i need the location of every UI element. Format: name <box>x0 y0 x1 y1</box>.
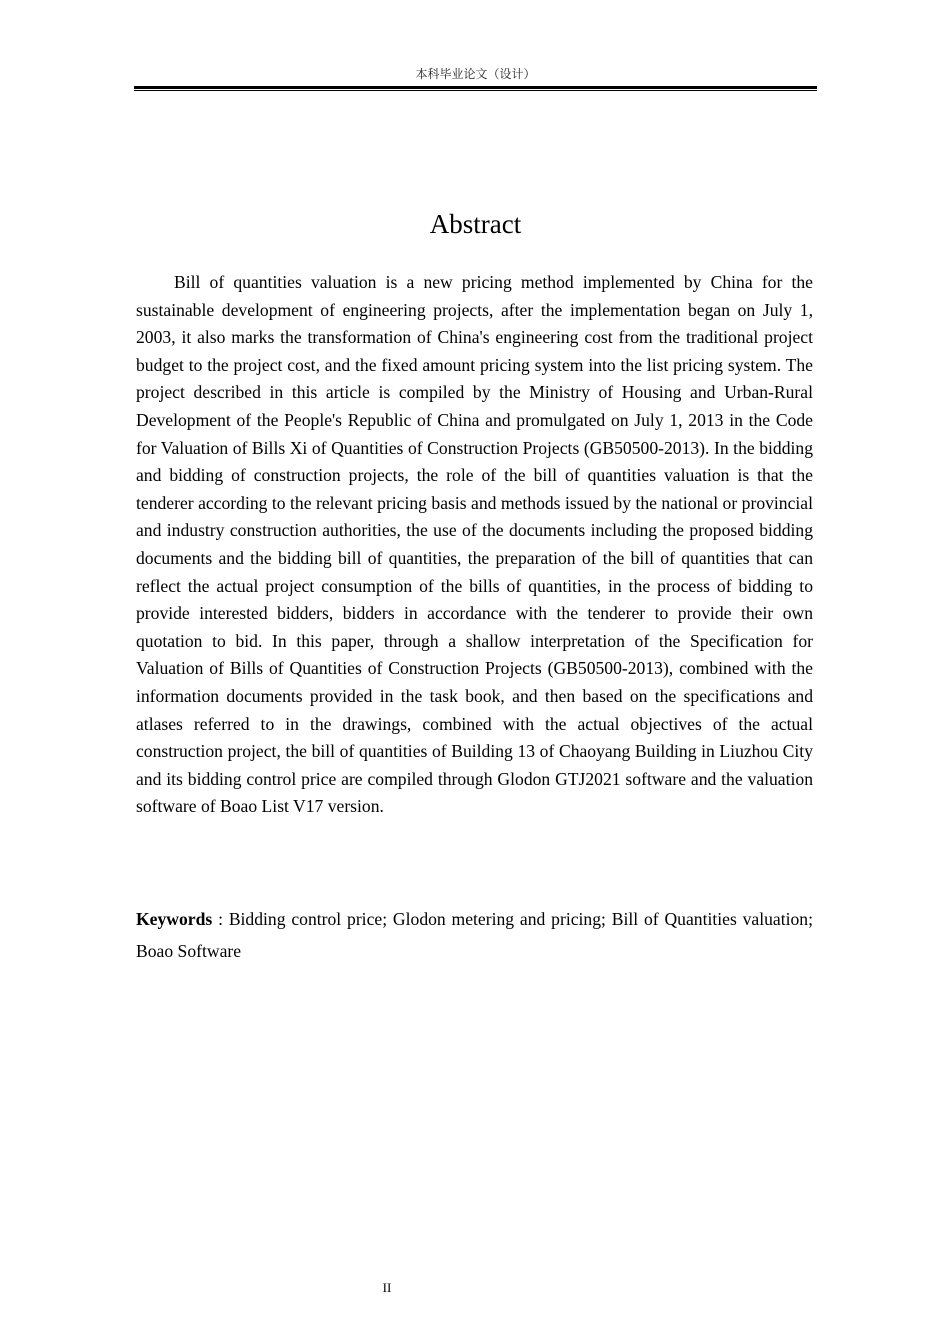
header-rule-thin <box>134 90 817 91</box>
running-header: 本科毕业论文（设计） <box>415 67 536 81</box>
keywords-separator: : <box>212 909 229 929</box>
abstract-body: Bill of quantities valuation is a new pricing method implemented by China for the sustainable development of engineering projects, after the implementation began on July 1, 2003, it also marks the transformation of China's engineering cost from the traditional project budget to the project cost, and the fixed amount pricing system into the list pricing system. The project described in this article is compiled by the Ministry of Housing and Urban-Rural Development of the People's Republic of China and promulgated on July 1, 2013 in the Code for Valuation of Bills Xi of Quantities of Construction Projects (GB50500-2013). In the bidding and bidding of construction projects, the role of the bill of quantities valuation is that the tenderer according to the relevant pricing basis and methods issued by the national or provincial and industry construction authorities, the use of the documents including the proposed bidding documents and the bidding bill of quantities, the preparation of the bill of quantities that can reflect the actual project consumption of the bills of quantities, in the process of bidding to provide interested bidders, bidders in accordance with the tenderer to provide their own quotation to bid. In this paper, through a shallow interpretation of the Specification for Valuation of Bills of Quantities of Construction Projects (GB50500-2013), combined with the information documents provided in the task book, and then based on the specifications and atlases referred to in the drawings, combined with the actual objectives of the actual construction project, the bill of quantities of Building 13 of Chaoyang Building in Liuzhou City and its bidding control price are compiled through Glodon GTJ2021 software and the valuation software of Boao List V17 version. <box>136 272 813 817</box>
keywords-text: Bidding control price; Glodon metering and pricing; Bill of Quantities valuation; Boao Software <box>136 909 813 961</box>
abstract-title: Abstract <box>429 209 522 239</box>
page-number: II <box>382 1280 392 1295</box>
keywords-label: Keywords <box>136 909 213 929</box>
keywords-paragraph <box>136 903 813 967</box>
header-rule-thick <box>134 86 817 89</box>
